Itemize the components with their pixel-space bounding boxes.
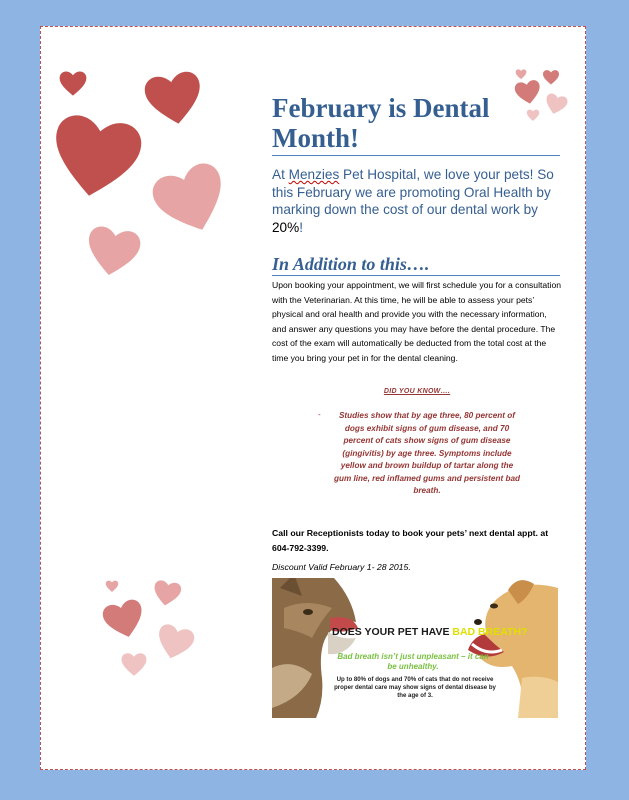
heart-icon — [152, 160, 230, 238]
heart-icon — [118, 650, 150, 678]
heart-icon — [155, 622, 195, 662]
heart-icon — [104, 579, 120, 593]
fact-bullet: - — [318, 410, 321, 419]
call-to-action: Call our Receptionists today to book your pets’ next dental appt. at 604-792-3399. — [272, 528, 549, 553]
discount-validity: Discount Valid February 1- 28 2015. — [272, 562, 411, 572]
hospital-name: Menzies — [288, 167, 340, 182]
fact-text: Studies show that by age three, 80 percent of dogs exhibit signs of gum disease, and 70 percent of cats show signs of gum disease (gingivitis) by age three. Symptoms include yellow and brown buildup of tartar along the gum line, red inflamed gums and persistent bad breath. — [333, 411, 521, 495]
promo-footnote: Up to 80% of dogs and 70% of cats that do not receive proper dental care may show signs of dental disease by the age of 3. — [334, 676, 496, 699]
promo-image — [272, 578, 558, 718]
heart-icon — [84, 222, 142, 280]
heart-icon — [150, 578, 184, 608]
did-you-know-heading: DID YOU KNOW…. — [383, 388, 451, 395]
intro-before: At — [272, 167, 289, 182]
intro-end: ! — [299, 219, 303, 235]
body-paragraph: Upon booking your appointment, we will first schedule you for a consultation with the Veterinarian. At this time, he will be able to assess your pets’ physical and oral health and provide you with the necessary information, and answer any questions you may have before the dental procedure. The cost of the exam will automatically be deducted from the total cost at the time you bring your pet in for the dental cleaning. — [272, 280, 562, 363]
intro-paragraph — [272, 166, 564, 236]
intro-middle: Pet Hospital, we love your pets! So this February we are promoting Oral Health by marking down the cost of our dental work by — [272, 167, 554, 217]
subheading: In Addition to this…. — [272, 253, 560, 276]
heart-icon — [48, 108, 144, 204]
heart-icon — [58, 68, 88, 98]
promo-headline-b: BAD BREATH? — [452, 626, 528, 638]
promo-headline — [332, 626, 527, 638]
promo-headline-a: DOES YOUR PET HAVE — [332, 626, 453, 638]
heart-icon — [541, 68, 561, 86]
promo-subtitle: Bad breath isn’t just unpleasant – it can be unhealthy. — [337, 652, 489, 671]
page-title: February is Dental Month! — [272, 93, 560, 156]
discount-percent: 20% — [272, 219, 300, 235]
heart-icon — [143, 67, 205, 129]
heart-icon — [100, 597, 148, 641]
